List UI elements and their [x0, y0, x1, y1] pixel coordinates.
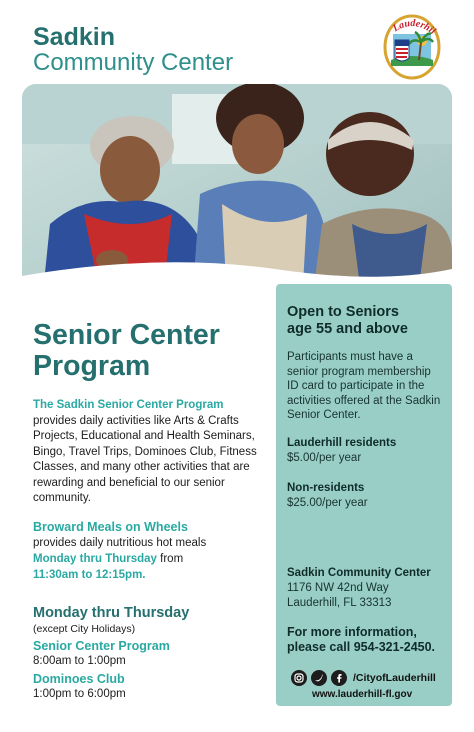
main-title-line1: Senior Center: [33, 319, 220, 351]
eligibility-heading: [287, 304, 442, 338]
instagram-icon[interactable]: [291, 670, 307, 686]
meals-from: from: [156, 553, 184, 565]
residents-label: Lauderhill residents: [287, 437, 397, 449]
hours-title: Monday thru Thursday: [33, 605, 190, 621]
main-title-line2: Program: [33, 350, 151, 382]
address-name: Sadkin Community Center: [287, 567, 431, 579]
social-links: [291, 670, 436, 686]
meals-days: Monday thru Thursday: [33, 553, 157, 565]
contact-line2: please call 954-321-2450.: [287, 640, 436, 654]
program-time: 8:00am to 1:00pm: [33, 655, 126, 667]
membership-requirement: Participants must have a senior program membership ID card to participate in the activities offered at the Sadkin Senior Center.: [287, 351, 441, 421]
logo-text: Lauderhil: [390, 17, 438, 37]
intro-paragraph: [33, 398, 269, 507]
program-label: Senior Center Program: [33, 639, 170, 653]
intro-lead: The Sadkin Senior Center Program: [33, 399, 224, 411]
social-handle[interactable]: /CityofLauderhill: [353, 672, 436, 684]
nonresidents-price: $25.00/per year: [287, 497, 368, 509]
meals-title: Broward Meals on Wheels: [33, 520, 188, 534]
city-logo: [383, 14, 441, 80]
facebook-icon[interactable]: [331, 670, 347, 686]
hero-photo: [22, 84, 452, 302]
contact-line1: For more information,: [287, 625, 417, 639]
eligibility-line2: age 55 and above: [287, 321, 408, 337]
info-panel: [276, 284, 452, 706]
dominoes-label: Dominoes Club: [33, 672, 125, 686]
eligibility-line1: Open to Seniors: [287, 304, 399, 320]
meals-time: 11:30am to 12:15pm.: [33, 569, 146, 581]
twitter-icon[interactable]: [311, 670, 327, 686]
hours-note: (except City Holidays): [33, 623, 136, 635]
nonresidents-label: Non-residents: [287, 482, 365, 494]
address-line1: 1176 NW 42nd Way: [287, 582, 389, 594]
address-line2: Lauderhill, FL 33313: [287, 597, 392, 609]
header-subtitle: Community Center: [33, 49, 234, 76]
intro-body: provides daily activities like Arts & Crafts Projects, Educational and Health Seminars, Bingo, Travel Trips, Dominoes Club, Fitness Classes, and many other activities that are rewarding and beneficial to our senior community.: [33, 414, 257, 504]
contact-info: [287, 625, 442, 655]
meals-line2: [33, 553, 183, 565]
main-title: [33, 320, 220, 382]
website-link[interactable]: www.lauderhill-fl.gov: [312, 689, 413, 700]
meals-line1: provides daily nutritious hot meals: [33, 537, 207, 549]
residents-price: $5.00/per year: [287, 452, 362, 464]
header-title: Sadkin: [33, 23, 115, 51]
dominoes-time: 1:00pm to 6:00pm: [33, 688, 126, 700]
